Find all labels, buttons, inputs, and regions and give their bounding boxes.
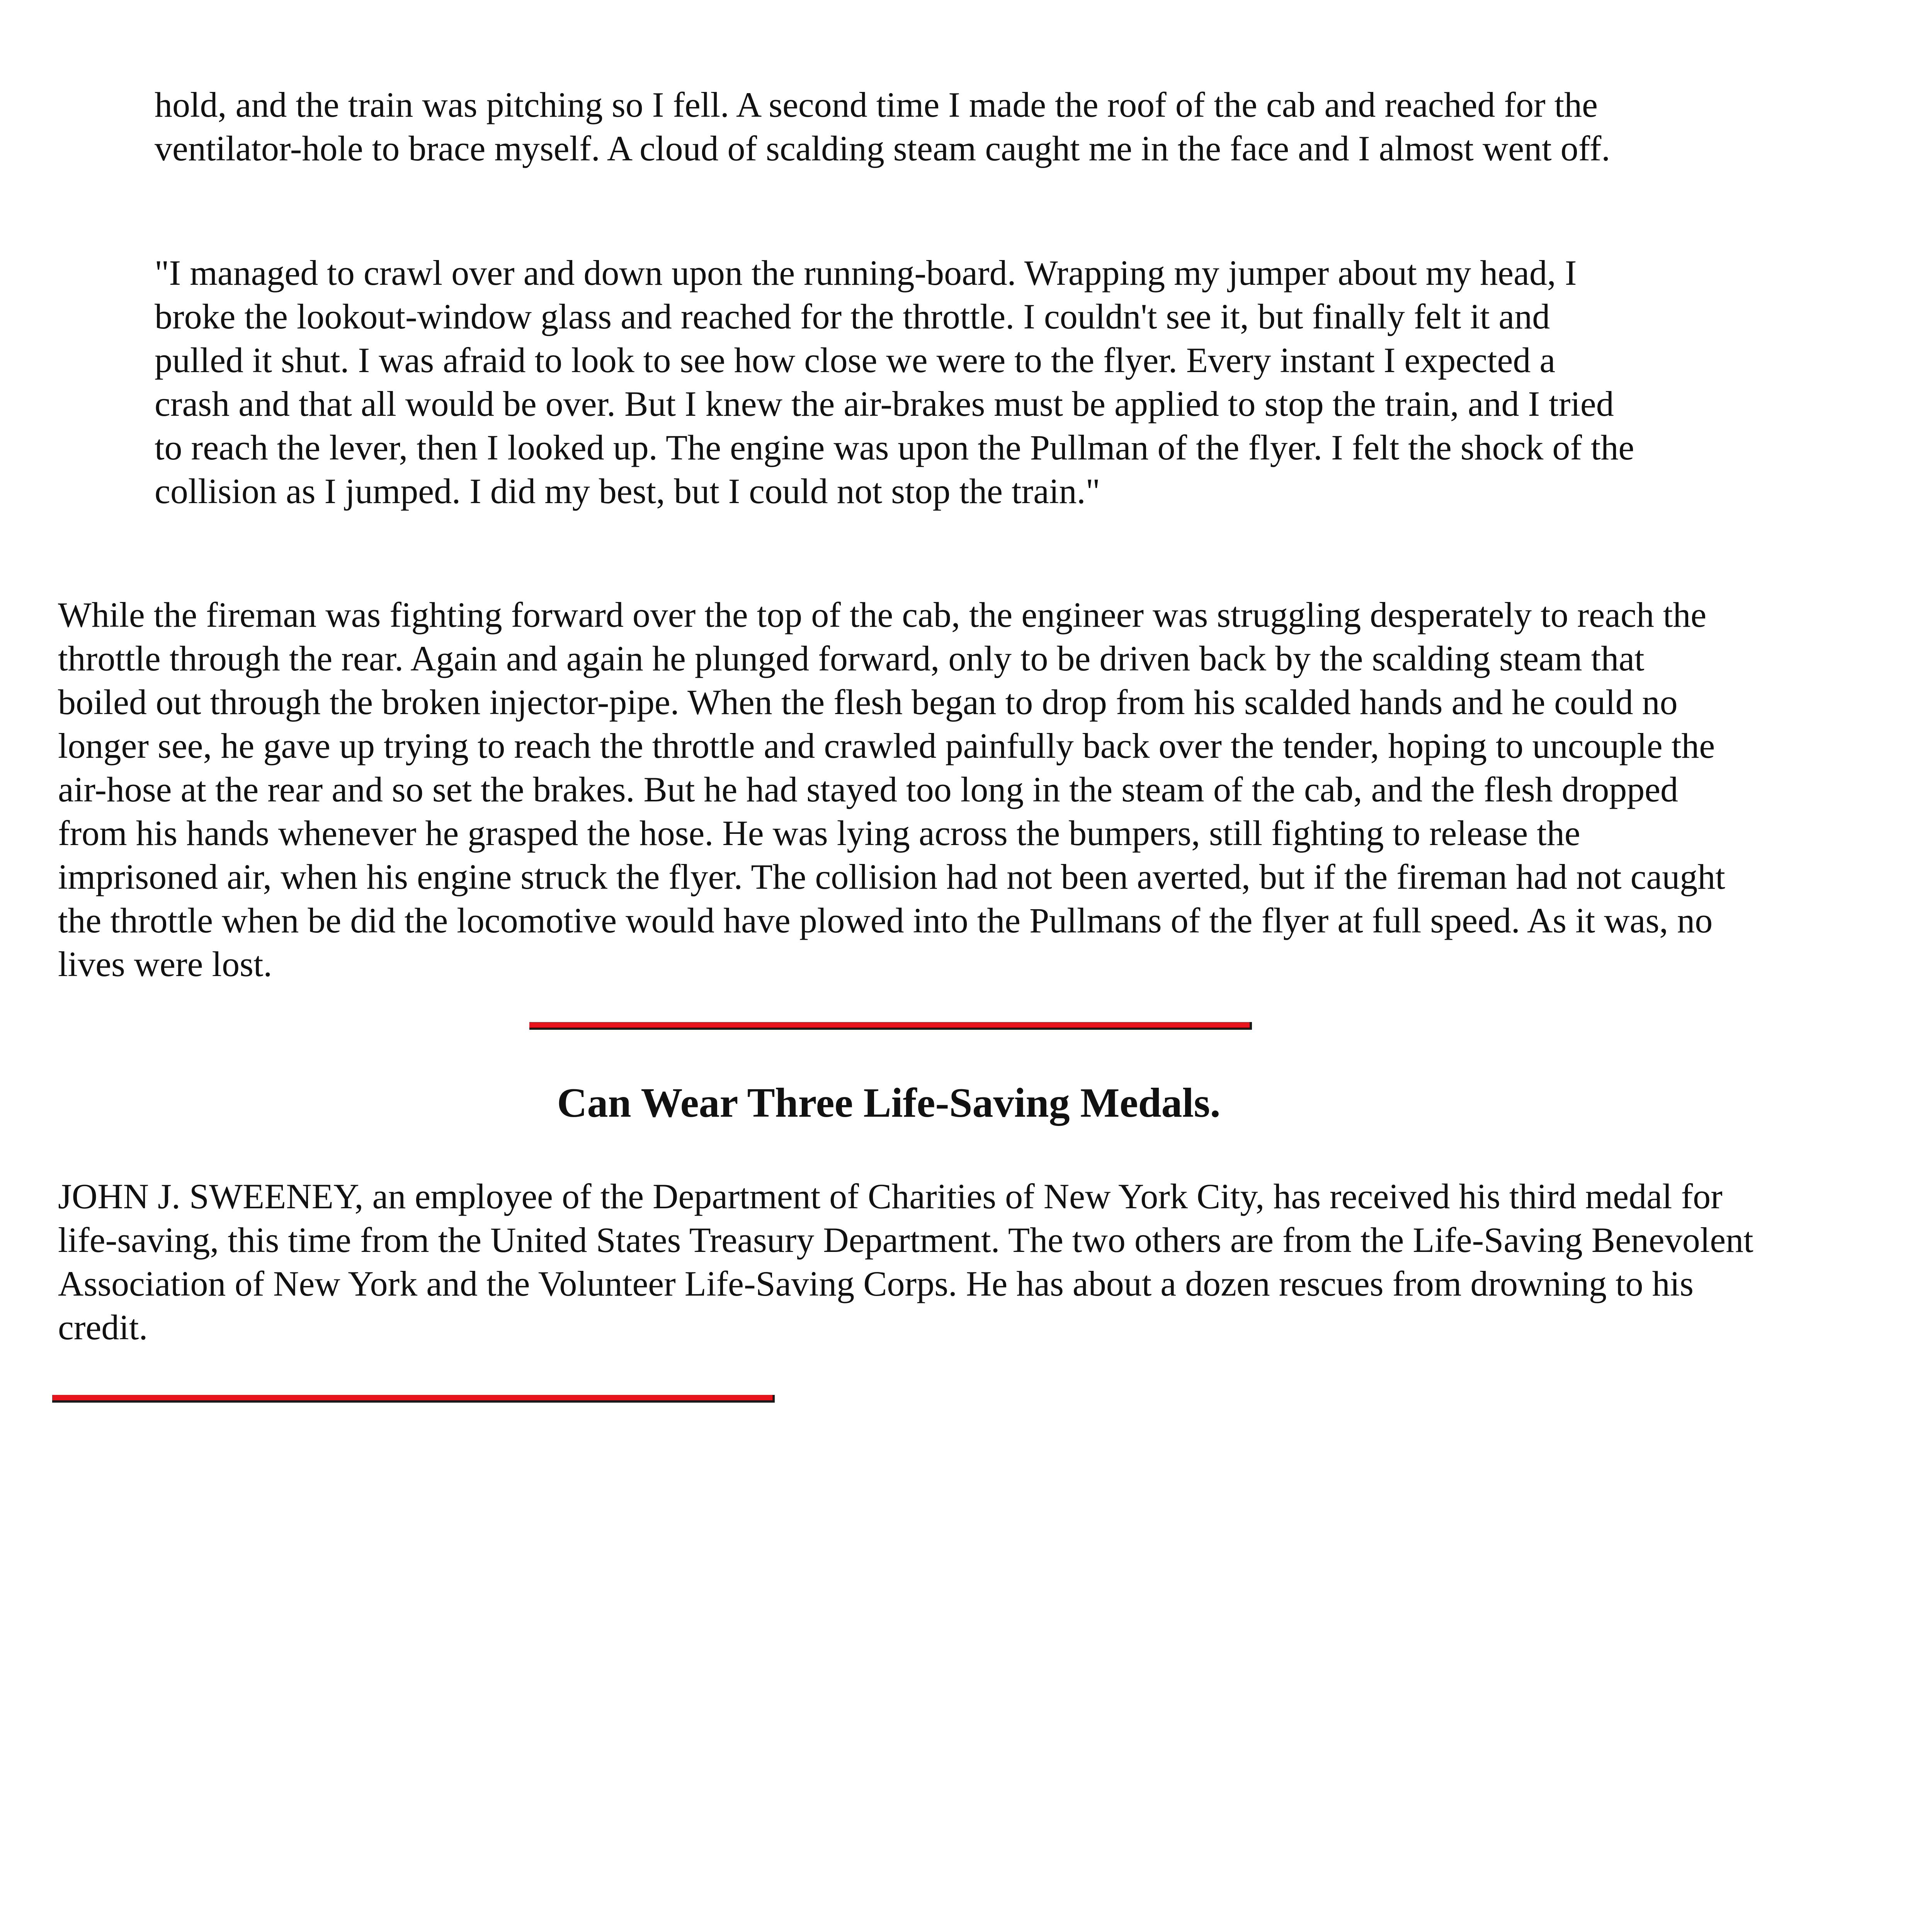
body-paragraph: While the fireman was fighting forward over the top of the cab, the engineer was struggling desperately to reach the throttle through the rear. Again and again he plunged forward, only to be driven back by the scalding steam that boiled out through the broken injector-pipe. When the flesh began to drop from his scalded hands and he could no longer see, he gave up trying to reach the throttle and crawled painfully back over the tender, hoping to uncouple the air-hose at the rear and so set the brakes. But he had stayed too long in the steam of the cab, and the flesh dropped from his hands whenever he grasped the hose. He was lying across the bumpers, still fighting to release the imprisoned air, when his engine struck the flyer. The collision had not been averted, but if the fireman had not caught the throttle when be did the locomotive would have plowed into the Pullmans of the flyer at full speed. As it was, no lives were lost. [58, 595, 1725, 984]
quote-paragraph-2: "I managed to crawl over and down upon the running-board. Wrapping my jumper about my head, I broke the lookout-window glass and reached for the throttle. I couldn't see it, but finally felt it and pulled it shut. I was afraid to look to see how close we were to the flyer. Every instant I expected a crash and that all would be over. But I knew the air-brakes must be applied to stop the train, and I tried to reach the lever, then I looked up. The engine was upon the Pullman of the flyer. I felt the shock of the collision as I jumped. I did my best, but I could not stop the train." [155, 253, 1634, 511]
end-divider-rule [52, 1395, 775, 1403]
section-heading: Can Wear Three Life-Saving Medals. [557, 1080, 1221, 1126]
section-body-paragraph: JOHN J. SWEENEY, an employee of the Department of Charities of New York City, has received his third medal for life-saving, this time from the United States Treasury Department. The two others are from the Life-Saving Benevolent Association of New York and the Volunteer Life-Saving Corps. He has about a dozen rescues from drowning to his credit. [58, 1177, 1753, 1347]
section-divider-rule [529, 1022, 1252, 1030]
quote-paragraph-1: hold, and the train was pitching so I fell. A second time I made the roof of the cab and reached for the ventilator-hole to brace myself. A cloud of scalding steam caught me in the face and I almost went off. [155, 85, 1611, 168]
